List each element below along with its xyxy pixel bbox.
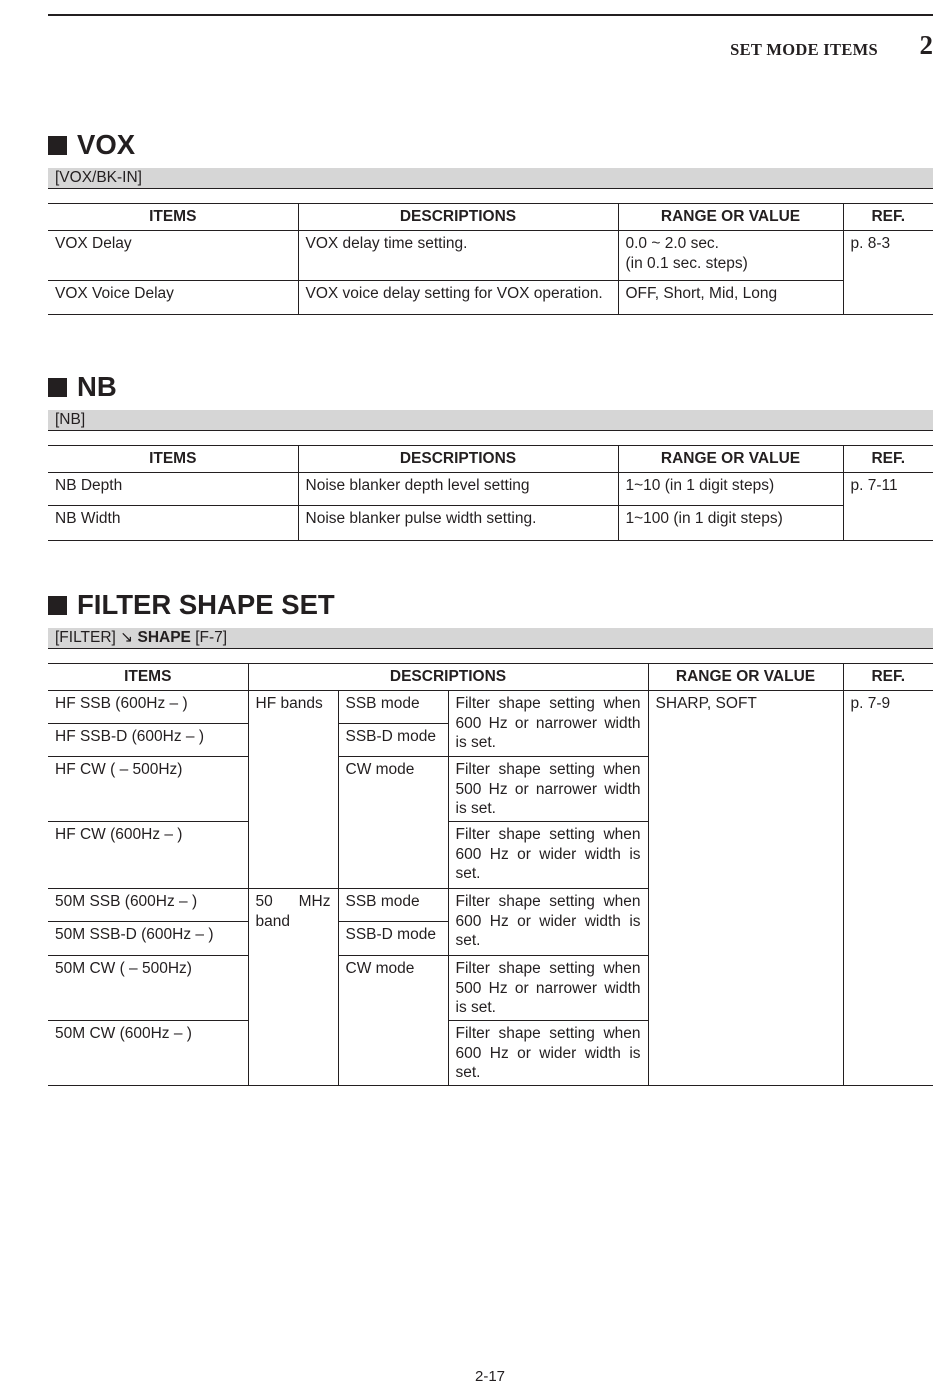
desc-cell: VOX voice delay setting for VOX operation. (298, 281, 618, 315)
nb-section (48, 370, 933, 541)
col-header: ITEMS (48, 446, 298, 473)
running-head: SET MODE ITEMS (730, 40, 878, 59)
section-title: FILTER SHAPE SET (48, 588, 933, 622)
table-header (48, 446, 933, 473)
desc-cell: Noise blanker depth level setting (298, 473, 618, 506)
menu-path: [NB] (48, 410, 933, 431)
range-cell: OFF, Short, Mid, Long (618, 281, 843, 315)
item-cell: HF CW (600Hz – ) (48, 822, 248, 889)
ref-cell: p. 8-3 (843, 231, 933, 315)
range-cell: 1~100 (in 1 digit steps) (618, 506, 843, 541)
range-cell: 1~10 (in 1 digit steps) (618, 473, 843, 506)
col-header: DESCRIPTIONS (298, 204, 618, 231)
table-row (48, 281, 933, 315)
square-bullet-icon (48, 378, 67, 397)
top-rule (48, 14, 933, 16)
item-cell: 50M SSB (600Hz – ) (48, 889, 248, 922)
col-header: RANGE OR VALUE (618, 204, 843, 231)
square-bullet-icon (48, 596, 67, 615)
item-cell: NB Width (48, 506, 298, 541)
item-cell: 50M CW ( – 500Hz) (48, 956, 248, 1021)
menu-path: [FILTER] ↘ SHAPE [F-7] (48, 628, 933, 649)
section-title: NB (48, 370, 933, 404)
col-header: ITEMS (48, 664, 248, 691)
item-cell: NB Depth (48, 473, 298, 506)
table-row (48, 506, 933, 541)
ref-cell: p. 7-9 (843, 691, 933, 1086)
col-header: ITEMS (48, 204, 298, 231)
band-cell: 50 MHz band (248, 889, 338, 1086)
col-header: REF. (843, 664, 933, 691)
col-header: REF. (843, 446, 933, 473)
desc-cell: Filter shape setting when 600 Hz or narrower width is set. (448, 691, 648, 757)
page-number: 2-17 (474, 1368, 506, 1385)
arrow-icon: ↘ (120, 629, 134, 646)
desc-cell: Noise blanker pulse width setting. (298, 506, 618, 541)
table-row (48, 231, 933, 281)
desc-cell: Filter shape setting when 500 Hz or narrower width is set. (448, 956, 648, 1021)
col-header: DESCRIPTIONS (298, 446, 618, 473)
mode-cell: SSB mode (338, 889, 448, 922)
item-cell: 50M CW (600Hz – ) (48, 1021, 248, 1086)
vox-table (48, 203, 933, 315)
nb-table (48, 445, 933, 541)
vox-section (48, 128, 933, 315)
table-row (48, 691, 933, 724)
mode-cell: CW mode (338, 757, 448, 889)
mode-cell: CW mode (338, 956, 448, 1086)
section-title: VOX (48, 128, 933, 162)
col-header: RANGE OR VALUE (648, 664, 843, 691)
menu-path: [VOX/BK-IN] (48, 168, 933, 189)
item-cell: VOX Delay (48, 231, 298, 281)
table-header (48, 204, 933, 231)
col-header: REF. (843, 204, 933, 231)
item-cell: HF SSB-D (600Hz – ) (48, 724, 248, 757)
filter-section (48, 588, 933, 1086)
range-cell: 0.0 ~ 2.0 sec. (in 0.1 sec. steps) (618, 231, 843, 281)
table-row (48, 473, 933, 506)
desc-cell: Filter shape setting when 600 Hz or wider width is set. (448, 822, 648, 889)
desc-cell: Filter shape setting when 500 Hz or narrower width is set. (448, 757, 648, 822)
band-cell: HF bands (248, 691, 338, 889)
desc-cell: Filter shape setting when 600 Hz or wider width is set. (448, 889, 648, 956)
table-header (48, 664, 933, 691)
col-header: RANGE OR VALUE (618, 446, 843, 473)
item-cell: HF CW ( – 500Hz) (48, 757, 248, 822)
square-bullet-icon (48, 136, 67, 155)
col-header: DESCRIPTIONS (248, 664, 648, 691)
mode-cell: SSB mode (338, 691, 448, 724)
range-cell: SHARP, SOFT (648, 691, 843, 1086)
chapter-number: 2 (919, 30, 933, 60)
desc-cell: Filter shape setting when 600 Hz or wider width is set. (448, 1021, 648, 1086)
mode-cell: SSB-D mode (338, 724, 448, 757)
filter-table (48, 663, 933, 1086)
mode-cell: SSB-D mode (338, 922, 448, 956)
item-cell: 50M SSB-D (600Hz – ) (48, 922, 248, 956)
ref-cell: p. 7-11 (843, 473, 933, 541)
item-cell: VOX Voice Delay (48, 281, 298, 315)
desc-cell: VOX delay time setting. (298, 231, 618, 281)
item-cell: HF SSB (600Hz – ) (48, 691, 248, 724)
